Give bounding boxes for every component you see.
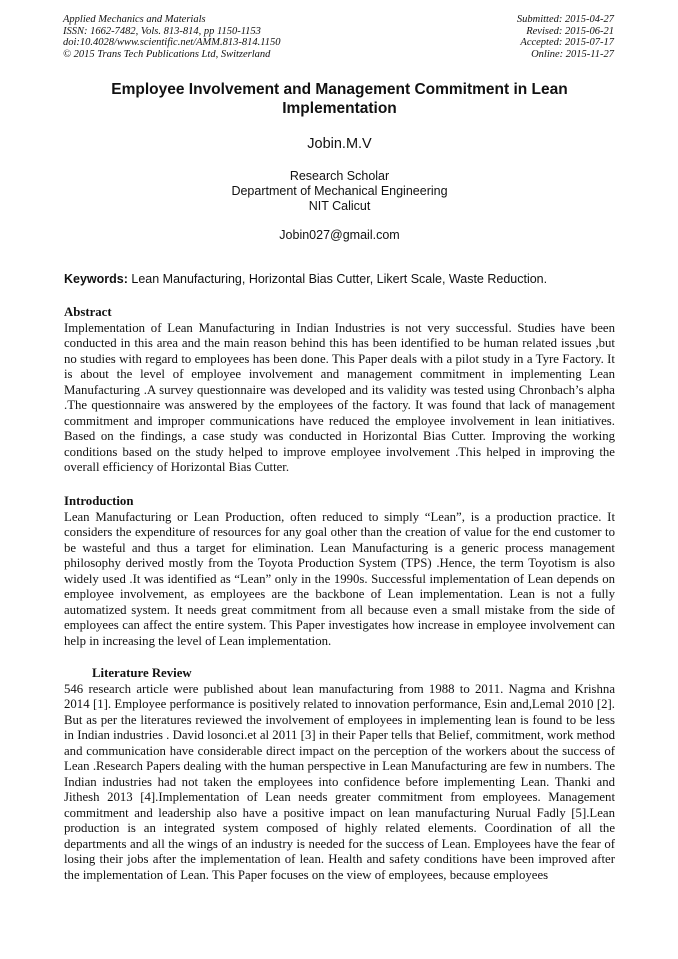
online-date: Online: 2015-11-27: [531, 48, 614, 60]
paper-title: Employee Involvement and Management Commitment in Lean Implementation: [111, 81, 568, 117]
literature-text: 546 research article were published about lean manufacturing from 1988 to 2011. Nagma and Krishna 2014 [1]. Employee performance is positively related to innovation performance, Esin and,Lemal 2010 [2]. But as per the literatures reviewed the involvement of employees in implementing lean is found to be less in Indian industries . David losonci.et al 2011 [3] in their Paper tells that Belief, commitment, work method and communication have considerable direct impact on the perception of the workers about the success of Lean .Research Papers dealing with the human perspective in Lean Manufacturing are few in numbers. The Indian industries had not taken the employees into confidence before implementing Lean. Thanki and Jithesh 2013 [4].Implementation of Lean needs greater commitment from employees. Management commitment and leadership also have a positive impact on lean manufacturing Nurual Fadly [5].Lean production is an integrated system composed of highly related elements. Coordination of all the departments and all the wings of an industry is needed for the success of Lean. Employees have the fear of losing their jobs after the implementation of lean. Health and safety conditions have been improved after the implementation of Lean. This Paper focuses on the view of employees, because employees: [64, 681, 615, 882]
author-name: Jobin.M.V: [307, 136, 372, 152]
keywords-label: Keywords:: [64, 272, 128, 286]
affiliation-institution: NIT Calicut: [308, 199, 371, 213]
author-email: Jobin027@gmail.com: [279, 228, 400, 242]
affiliation-role: Research Scholar: [289, 169, 390, 183]
accepted-date: Accepted: 2015-07-17: [520, 37, 614, 49]
literature-heading: Literature Review: [92, 666, 192, 680]
author-affiliation: [64, 169, 615, 214]
doi-line: doi:10.4028/www.scientific.net/AMM.813-814.1150: [63, 37, 281, 49]
journal-name: Applied Mechanics and Materials: [63, 14, 206, 25]
keywords-text: Lean Manufacturing, Horizontal Bias Cutter, Likert Scale, Waste Reduction.: [127, 272, 548, 286]
introduction-section: [64, 494, 615, 649]
copyright-line: © 2015 Trans Tech Publications Ltd, Switzerland: [63, 48, 271, 60]
abstract-text: Implementation of Lean Manufacturing in Indian Industries is not very successful. Studies have been conducted in this area and the main reason behind this has been identified to be human related issues ,but no studies with regard to employees has been done. This Paper deals with a pilot study in a Tyre Factory. It is about the level of employee involvement and management commitment in implementing Lean Manufacturing .A survey questionnaire was developed and its validity was tested using Chronbach’s alpha .The questionnaire was answered by the employees of the factory. It was found that lack of management commitment and improper communications have reduced the employee involvement in lean initiatives. Based on the findings, a case study was conducted in Horizontal Bias Cutter. Improving the working conditions based on the study helped to improve employee involvement .This helped in improving the overall efficiency of Horizontal Bias Cutter.: [64, 320, 615, 474]
introduction-text: Lean Manufacturing or Lean Production, often reduced to simply “Lean”, is a production practice. It considers the expenditure of resources for any goal other than the creation of value for the end customer to be wasteful and thus a target for elimination. Lean Manufacturing is a generic process management philosophy derived mostly from the Toyota Production System (TPS) .Hence, the term Toyotism is also widely used .It was identified as “Lean” only in the 1990s. Successful implementation of Lean depends on employee involvement, as employees are the backbone of Lean implementation. Lean is not a fully automatized system. It needs great commitment from all because even a small mistake from the side of employees can affect the entire system. This Paper investigates how increase in employee involvement can help in increasing the level of Lean implementation.: [64, 509, 615, 648]
affiliation-department: Department of Mechanical Engineering: [231, 184, 448, 198]
literature-section: [64, 666, 615, 883]
abstract-heading: Abstract: [64, 305, 112, 319]
submitted-date: Submitted: 2015-04-27: [516, 14, 614, 25]
publication-dates: [517, 14, 614, 60]
introduction-heading: Introduction: [64, 494, 134, 508]
revised-date: Revised: 2015-06-21: [526, 25, 614, 37]
journal-info: [63, 14, 280, 60]
keywords: [64, 272, 615, 286]
issn-line: ISSN: 1662-7482, Vols. 813-814, pp 1150-1153: [63, 25, 261, 37]
abstract-section: [64, 305, 615, 476]
